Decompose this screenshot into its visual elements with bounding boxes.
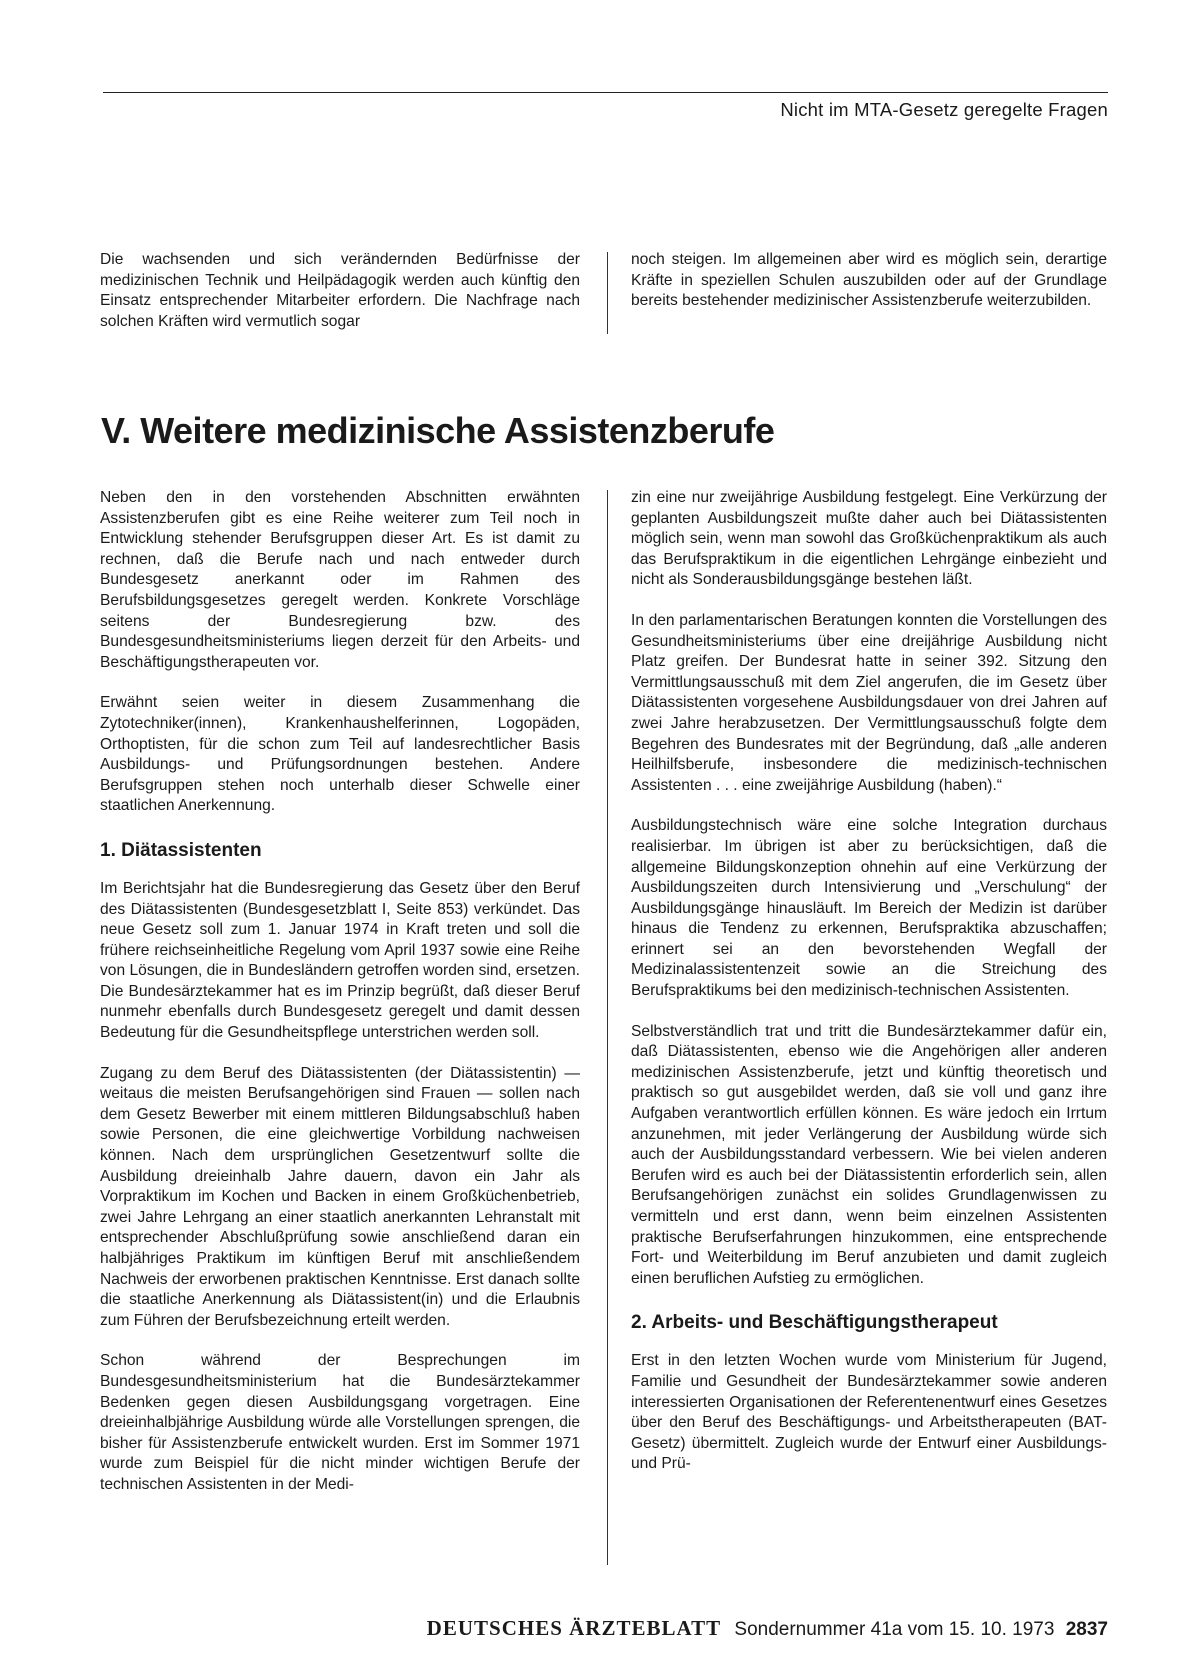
paragraph: Erst in den letzten Wochen wurde vom Ministerium für Jugend, Familie und Gesundheit der Bundesärztekammer sowie anderen interessierten Organisationen der Referentenentwurf eines Gesetzes über den Beruf des Beschäftigungs- und Arbeitstherapeuten (BAT-Gesetz) übermittelt. Zugleich wurde der Entwurf einer Ausbildungs- und Prü- bbox=[631, 1352, 1107, 1473]
paragraph: Erwähnt seien weiter in diesem Zusammenhang die Zytotechniker(innen), Krankenhaushelferinnen, Logopäden, Orthoptisten, für die schon zum Teil auf landesrechtlicher Basis Ausbildungs- und Prüfungsordnungen bestehen. Andere Berufsgruppen stehen noch unterhalb dieser Schwelle einer staatlichen Anerkennung. bbox=[100, 694, 580, 815]
page-number: 2837 bbox=[1065, 1619, 1108, 1640]
section-heading-arbeitstherapeut: 2. Arbeits- und Beschäftigungstherapeut bbox=[631, 1312, 998, 1334]
journal-name: DEUTSCHES ÄRZTEBLATT bbox=[426, 1616, 722, 1640]
page-footer bbox=[427, 1616, 1108, 1641]
intro-left-column bbox=[100, 250, 580, 332]
paragraph: Schon während der Besprechungen im Bundesgesundheitsministerium hat die Bundesärztekammer Bedenken gegen diesen Ausbildungsgang vorgetragen. Eine dreieinhalbjährige Ausbildung würde alle Vorstellungen sprengen, die bisher für Assistenzberufe entwickelt wurden. Erst im Sommer 1971 wurde zum Beispiel für die nicht minder wichtigen Berufe der technischen Assistenten in der Medi- bbox=[100, 1352, 580, 1493]
main-column-divider bbox=[607, 490, 608, 1565]
intro-left-paragraph: Die wachsenden und sich verändernden Bedürfnisse der medizinischen Technik und Heilpädagogik werden auch künftig den Einsatz entsprechender Mitarbeiter erfordern. Die Nachfrage nach solchen Kräften wird vermutlich sogar bbox=[100, 251, 580, 330]
paragraph: Zugang zu dem Beruf des Diätassistenten (der Diätassistentin) — weitaus die meisten Berufsangehörigen sind Frauen — sollen nach dem Gesetz Bewerber mit einem mittleren Bildungsabschluß haben sowie Personen, die eine gleichwertige Vorbildung nachweisen können. Nach dem ursprünglichen Gesetzentwurf sollte die Ausbildung dreieinhalb Jahre dauern, davon ein Jahr als Vorpraktikum im Kochen und Backen in einem Großküchenbetrieb, zwei Jahre Lehrgang an einer staatlich anerkannten Lehranstalt mit entsprechender Abschlußprüfung sowie anschließend daran ein halbjähriges Praktikum im künftigen Beruf mit anschließendem Nachweis der erworbenen praktischen Kenntnisse. Erst danach sollte die staatliche Anerkennung als Diätassistent(in) und die Erlaubnis zum Führen der Berufsbezeichnung erteilt werden. bbox=[100, 1064, 580, 1329]
chapter-title: V. Weitere medizinische Assistenzberufe bbox=[101, 410, 775, 451]
paragraph: Im Berichtsjahr hat die Bundesregierung das Gesetz über den Beruf des Diätassistenten (Bundesgesetzblatt I, Seite 853) verkündet. Das neue Gesetz soll zum 1. Januar 1974 in Kraft treten und soll die frühere reichseinheitliche Regelung vom April 1937 sowie eine Reihe von Lösungen, die in Bundesländern getroffen worden sind, ersetzen. Die Bundesärztekammer hat es im Prinzip begrüßt, daß dieser Beruf nunmehr ebenfalls durch Bundesgesetz geregelt und damit dessen Bedeutung für die Gesundheitspflege unterstrichen werden soll. bbox=[100, 879, 580, 1042]
paragraph: In den parlamentarischen Beratungen konnten die Vorstellungen des Gesundheitsministeriums über eine dreijährige Ausbildung nicht Platz greifen. Der Bundesrat hatte in seiner 392. Sitzung den Vermittlungsausschuß mit dem Ziel angerufen, die im Gesetz über Diätassistenten vorgesehene Ausbildungsdauer von drei Jahren auf zwei Jahre herabzusetzen. Der Vermittlungsausschuß folgte dem Begehren des Bundesrates mit der Begründung, daß „alle anderen Heilhilfsberufe, insbesondere die medizinisch-technischen Assistenten . . . eine zweijährige Ausbildung (haben).“ bbox=[631, 611, 1107, 794]
running-title: Nicht im MTA-Gesetz geregelte Fragen bbox=[780, 99, 1108, 120]
main-right-column bbox=[631, 488, 1107, 1475]
main-left-column bbox=[100, 488, 580, 1496]
paragraph: Ausbildungstechnisch wäre eine solche Integration durchaus realisierbar. Im übrigen ist aber zu berücksichtigen, daß die allgemeine Bildungskonzeption ohnehin auf eine Verkürzung der Ausbildungszeiten durch Intensivierung und „Verschulung“ der Ausbildungsgänge hinausläuft. Im Bereich der Medizin ist darüber hinaus die Tendenz zu erkennen, Berufspraktika abzuschaffen; erinnert sei an den bevorstehenden Wegfall der Medizinalassistentenzeit sowie an die Streichung des Berufspraktikums bei den medizinisch-technischen Assistenten. bbox=[631, 817, 1107, 1000]
paragraph: Neben den in den vorstehenden Abschnitten erwähnten Assistenzberufen gibt es eine Reihe weiterer zum Teil noch in Entwicklung stehender Berufsgruppen dieser Art. Es ist damit zu rechnen, daß die Berufe nach und nach entweder durch Bundesgesetz anerkannt oder im Rahmen des Berufsbildungsgesetzes geregelt werden. Konkrete Vorschläge seitens der Bundesregierung bzw. des Bundesgesundheitsministeriums liegen derzeit für den Arbeits- und Beschäftigungstherapeuten vor. bbox=[100, 489, 580, 671]
header-rule bbox=[103, 92, 1108, 93]
issue-info: Sondernummer 41a vom 15. 10. 1973 bbox=[734, 1619, 1055, 1640]
intro-right-column bbox=[631, 250, 1107, 312]
paragraph: zin eine nur zweijährige Ausbildung festgelegt. Eine Verkürzung der geplanten Ausbildungszeit mußte daher auch bei Diätassistenten möglich sein, wenn man sowohl das Großküchenpraktikum als auch das Berufspraktikum in die eigentlichen Lehrgänge einbezieht und nicht als Sonderausbildungsgänge bestehen läßt. bbox=[631, 489, 1107, 589]
section-heading-diaetassistenten: 1. Diätassistenten bbox=[100, 839, 262, 861]
paragraph: Selbstverständlich trat und tritt die Bundesärztekammer dafür ein, daß Diätassistenten, ebenso wie die Angehörigen aller anderen medizinischen Assistenzberufe, jetzt und künftig theoretisch und praktisch so gut ausgebildet werden, daß sie voll und ganz ihre Aufgaben verantwortlich erfüllen können. Es wäre jedoch ein Irrtum anzunehmen, mit jeder Verlängerung der Ausbildung würde sich auch der Ausbildungsstandard verbessern. Wie bei vielen anderen Berufen wird es auch bei der Diätassistentin erforderlich sein, allen Berufsangehörigen zunächst ein solides Grundlagenwissen zu vermitteln und erst dann, wenn beim einzelnen Assistenten praktische Berufserfahrungen hinzukommen, eine entsprechende Fort- und Weiterbildung im Beruf anzubieten und damit zugleich einen beruflichen Aufstieg zu ermöglichen. bbox=[631, 1022, 1107, 1287]
intro-column-divider bbox=[607, 252, 608, 334]
intro-right-paragraph: noch steigen. Im allgemeinen aber wird es möglich sein, derartige Kräfte in speziellen Schulen auszubilden oder auf der Grundlage bereits bestehender medizinischer Assistenzberufe weiterzubilden. bbox=[631, 251, 1107, 310]
